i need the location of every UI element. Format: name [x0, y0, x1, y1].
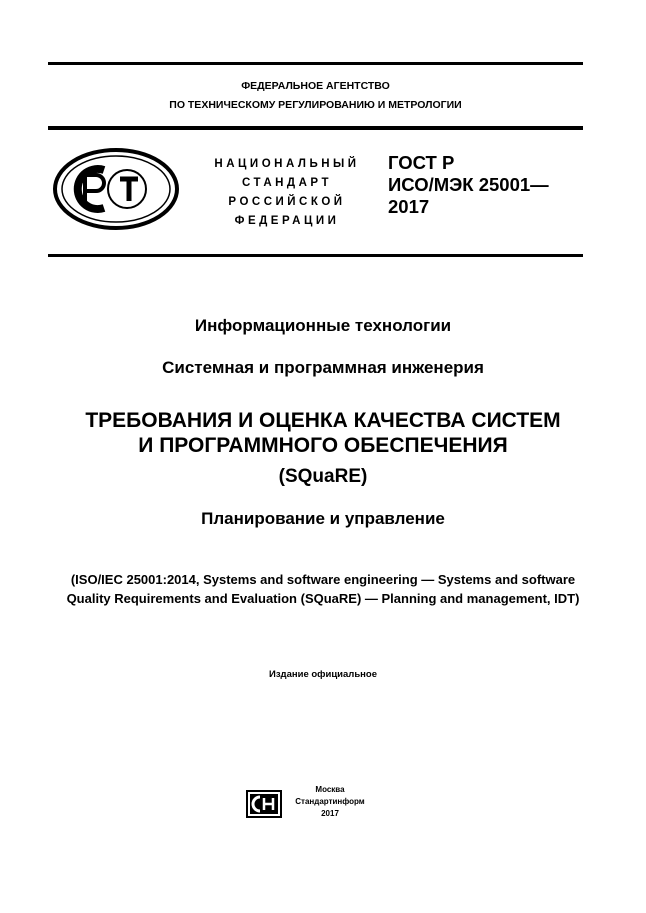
standard-code-line2: ИСО/МЭК 25001— [388, 174, 549, 195]
title-block-rule [48, 254, 583, 257]
standard-code [388, 152, 549, 218]
iso-reference-line1: (ISO/IEC 25001:2014, Systems and software engineering — Systems and software [70, 572, 576, 587]
publisher-block [286, 784, 374, 820]
iso-reference-line2: Quality Requirements and Evaluation (SQuaRE) — Planning and management, IDT) [66, 591, 580, 606]
standard-type-line1: НАЦИОНАЛЬНЫЙ [214, 158, 360, 170]
standard-code-line3: 2017 [388, 196, 430, 217]
standard-type-line4: ФЕДЕРАЦИИ [234, 215, 340, 227]
standard-type-line2: СТАНДАРТ [242, 177, 332, 189]
title-acronym: (SQuaRE) [278, 466, 368, 487]
standard-code-line1: ГОСТ Р [388, 152, 455, 173]
top-rule [48, 62, 583, 65]
publisher-year: 2017 [321, 809, 339, 818]
header-rule [48, 126, 583, 130]
edition-note: Издание официальное [269, 669, 377, 680]
standard-type-block [197, 155, 377, 231]
standard-type-line3: РОССИЙСКОЙ [228, 196, 346, 208]
standartinform-logo-icon [246, 790, 282, 818]
publisher-name: Стандартинформ [295, 797, 365, 806]
main-title-line2: И ПРОГРАММНОГО ОБЕСПЕЧЕНИЯ [138, 434, 508, 457]
iso-reference [20, 570, 626, 608]
publisher-city: Москва [315, 785, 345, 794]
main-title-line1: ТРЕБОВАНИЯ И ОЦЕНКА КАЧЕСТВА СИСТЕМ [85, 409, 561, 432]
main-title [20, 408, 626, 458]
title-line2: Системная и программная инженерия [162, 358, 484, 377]
agency-name-line2: ПО ТЕХНИЧЕСКОМУ РЕГУЛИРОВАНИЮ И МЕТРОЛОГИИ [169, 99, 462, 111]
title-subtitle: Планирование и управление [201, 509, 445, 528]
title-line1: Информационные технологии [194, 316, 452, 335]
agency-name-line1: ФЕДЕРАЛЬНОЕ АГЕНТСТВО [241, 80, 390, 92]
rst-emblem-icon [52, 147, 180, 231]
